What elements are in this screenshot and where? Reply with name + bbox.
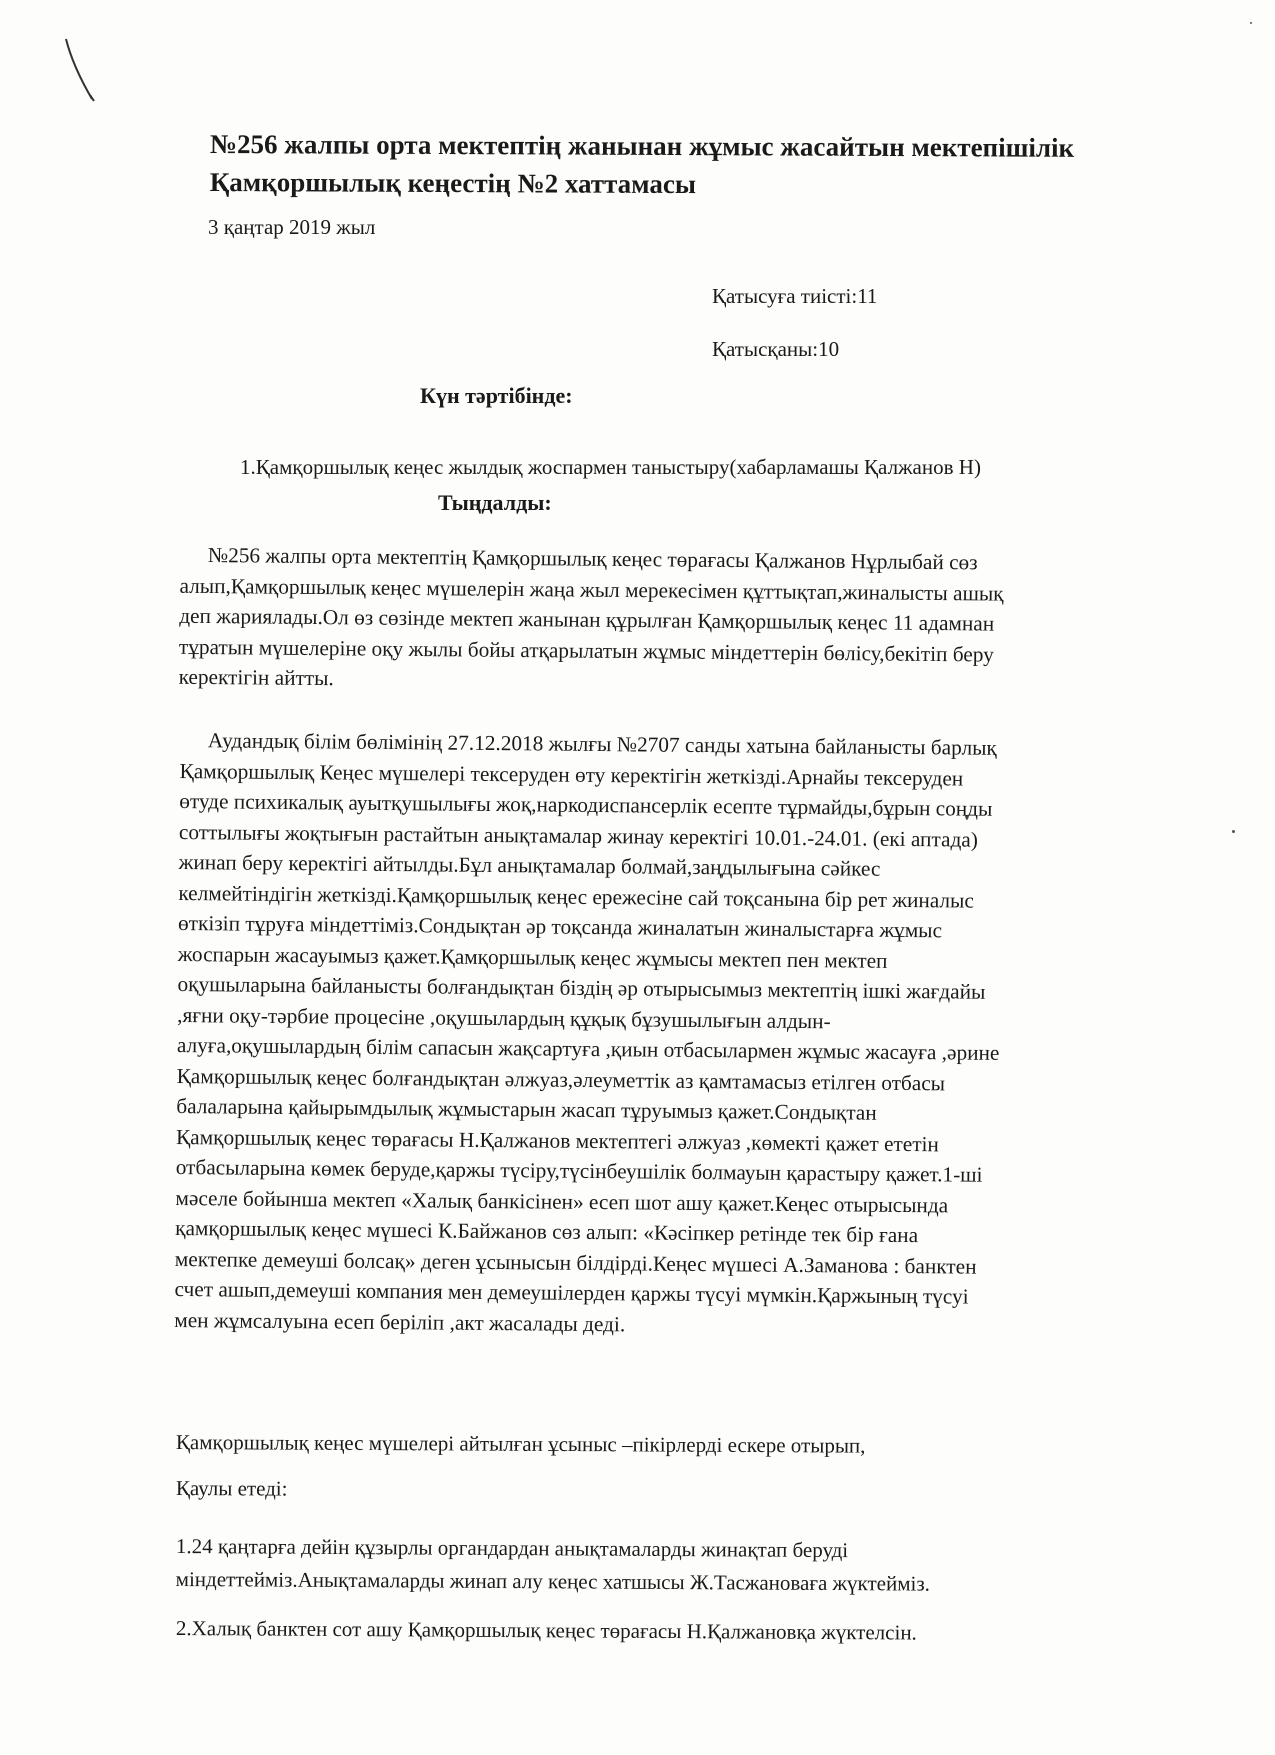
paragraph-opening	[178, 540, 1004, 700]
text-line: алуға,оқушылардың білім сапасын жақсартуға ,қиын отбасылармен жұмыс жасауға ,әрине	[176, 1032, 1000, 1065]
agenda-heading: Күн тәртібінде:	[420, 383, 573, 408]
text-line: алып,Қамқоршылық кеңес мүшелерін жаңа жыл мерекесімен құттықтап,жиналысты ашық	[179, 573, 1004, 606]
scan-speck	[1232, 830, 1235, 833]
text-line: өтуде психикалық ауытқушылығы жоқ,наркодиспансерлік есепте тұрмайды,бұрын соңды	[179, 788, 993, 821]
decision-1	[176, 1530, 931, 1601]
text-line: Қамқоршылық кеңес болғандықтан әлжуаз,әлеуметтік аз қамтамасыз етілген отбасы	[176, 1063, 946, 1095]
text-line: жоспарын жасауымыз қажет.Қамқоршылық кеңес жұмысы мектеп пен мектеп	[177, 941, 888, 973]
text-line: міндеттейміз.Анықтамаларды жинап алу кеңес хатшысы Ж.Тасжановаға жүктейміз.	[175, 1566, 931, 1596]
document-title	[210, 125, 1170, 205]
text-line: керектігін айтты.	[178, 664, 334, 691]
agenda-item: 1.Қамқоршылық кеңес жылдық жоспармен таныстыру(хабарламашы Қалжанов Н)	[240, 455, 981, 479]
attendance-expected: Қатысуға тиісті:11	[712, 284, 878, 308]
text-line: №256 жалпы орта мектептің Қамқоршылық кеңес төрағасы Қалжанов Нұрлыбай сөз	[207, 542, 978, 575]
text-line: Қамқоршылық Кеңес мүшелері тексеруден өту керектігін жеткізді.Арнайы тексеруден	[179, 758, 964, 791]
title-line: Қамқоршылық кеңестің №2 хаттамасы	[209, 166, 697, 200]
text-line: счет ашып,демеуші компания мен демеушілерден қаржы түсуі мүмкін.Қаржының түсуі	[174, 1276, 969, 1309]
text-line: қамқоршылық кеңес мүшесі К.Байжанов сөз алып: «Кәсіпкер ретінде тек бір ғана	[175, 1215, 919, 1248]
decision-2	[176, 1612, 917, 1650]
text-line: Аудандық білім бөлімінің 27.12.2018 жылғы №2707 санды хатына байланысты барлық	[207, 728, 997, 760]
attendance-present: Қатысқаны:10	[712, 337, 840, 361]
text-line: мектепке демеуші болсақ» деген ұсынысын білдірді.Кеңес мүшесі А.Заманова : банктен	[174, 1246, 977, 1279]
text-line: соттылығы жоқтығын растайтын анықтамалар жинау керектігі 10.01.-24.01. (екі аптада)	[178, 819, 979, 852]
closing-line: Қамқоршылық кеңес мүшелері айтылған ұсыныс –пікірлерді ескере отырып,	[175, 1430, 866, 1458]
text-line: өткізіп тұруға міндеттіміз.Сондықтан әр тоқсанда жиналатын жиналыстарға жұмыс	[177, 910, 943, 943]
text-line: Қамқоршылық кеңес төрағасы Н.Қалжанов мектептегі әлжуаз ,көмекті қажет ететін	[175, 1124, 940, 1156]
text-line: мәселе бойынша мектеп «Халық банкісінен» есеп шот ашу қажет.Кеңес отырысында	[175, 1185, 949, 1217]
text-line: балаларына қайырымдылық жұмыстарын жасап тұруымыз қажет.Сондықтан	[176, 1093, 877, 1125]
resolved-label: Қаулы етеді:	[175, 1476, 288, 1501]
text-line: мен жұмсалуына есеп беріліп ,акт жасалады деді.	[174, 1307, 626, 1336]
heard-heading: Тыңдалды:	[438, 490, 552, 515]
text-line: 1.24 қаңтарға дейін құзырлы органдардан анықтамаларды жинақтап беруді	[175, 1533, 849, 1563]
scan-speck	[1250, 22, 1252, 24]
text-line: деп жариялады.Ол өз сөзінде мектеп жанынан құрылған Қамқоршылық кеңес 11 адамнан	[179, 603, 995, 636]
paragraph-main	[174, 725, 1002, 1343]
pen-stroke-mark	[60, 35, 100, 105]
text-line: жинап беру керектігі айтылды.Бұл анықтамалар болмай,заңдылығына сәйкес	[178, 849, 881, 881]
text-line: отбасыларына көмек беруде,қаржы түсіру,түсінбеушілік болмауын қарастыру қажет.1-ші	[175, 1154, 983, 1187]
meeting-date: 3 қаңтар 2019 жыл	[208, 215, 376, 239]
text-line: ,яғни оқу-тәрбие процесіне ,оқушылардың құқық бұзушылығын алдын-	[177, 1002, 831, 1033]
text-line: келмейтіндігін жеткізді.Қамқоршылық кеңес ережесіне сай тоқсанына бір рет жиналыс	[178, 880, 974, 913]
text-line: 2.Халық банктен сот ашу Қамқоршылық кеңес төрағасы Н.Қалжановқа жүктелсін.	[175, 1615, 917, 1645]
title-line: №256 жалпы орта мектептің жанынан жұмыс жасайтын мектепішілік	[209, 128, 1075, 163]
text-line: оқушыларына байланысты болғандықтан біздің әр отырысымыз мектептің ішкі жағдайы	[177, 971, 986, 1004]
text-line: тұратын мүшелеріне оқу жылы бойы атқарылатын жұмыс міндеттерін бөлісу,бекітіп беру	[178, 634, 994, 667]
